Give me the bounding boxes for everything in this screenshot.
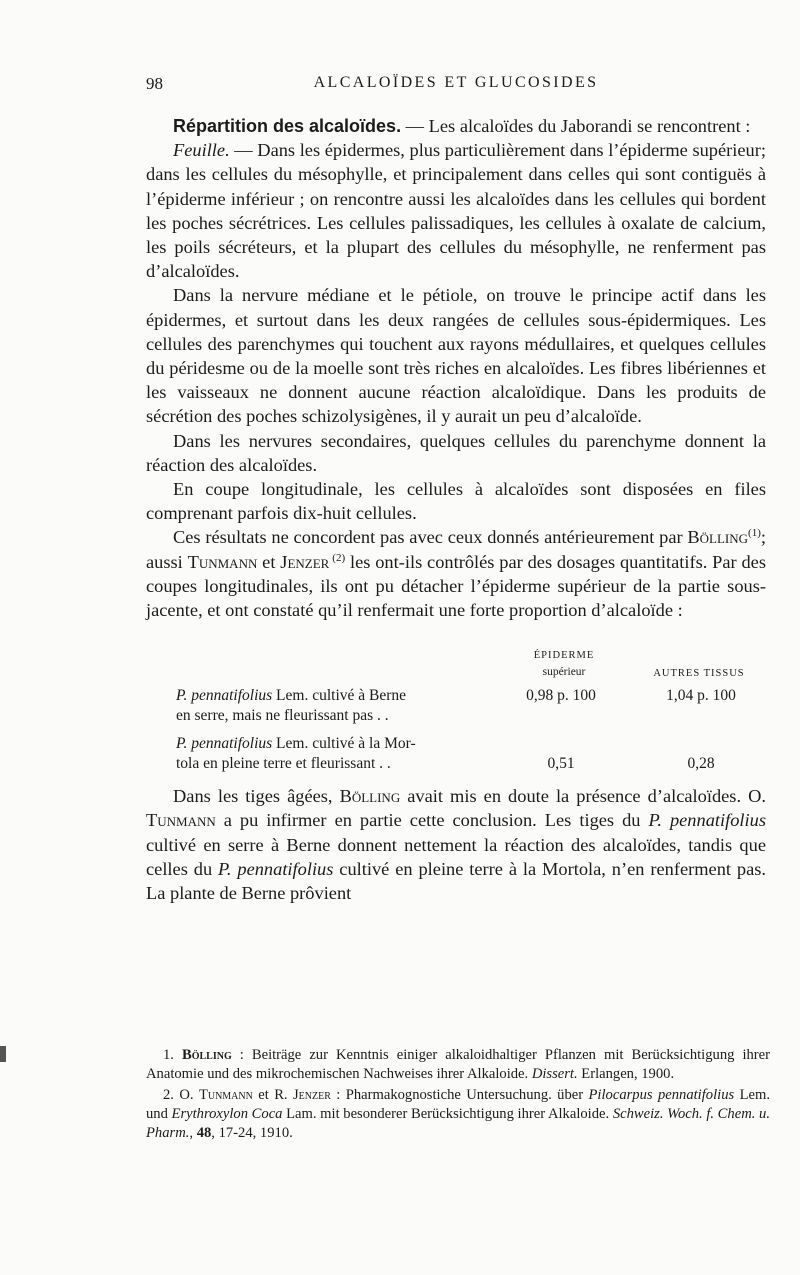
author-bolling: Bölling (687, 527, 749, 548)
running-title: ALCALOÏDES ET GLUCOSIDES (313, 74, 599, 91)
footnote-2: 2. O. Tunmann et R. Jenzer : Pharmakognostiche Untersuchung. über Pilocarpus pennatifolius Lem. und Erythroxylon Coca Lam. mit besonderer Berücksichtigung ihrer Alkaloide. Schweiz. Woch. f. Chem. u. Pharm., 48, 17-24, 1910. (146, 1087, 770, 1141)
resultats-paragraph: Ces résultats ne concordent pas avec ceux donnés antérieurement par Bölling$^{(1)}$; aussi Tunmann et Jenzer $^{(2)}$ les ont-ils contrôlés par des dosages quantitatifs. Par des coupes longitudinales, ils ont pu détacher l’épiderme supérieur de la partie sous-jacente, et ont constaté qu’il renfermait une forte proportion d’alcaloïde : (146, 527, 767, 621)
author-jenzer: Jenzer (280, 551, 330, 572)
margin-mark (0, 1046, 6, 1062)
cell-autres: 0,28 (687, 755, 715, 773)
cell-epiderme: 0,98 p. 100 (526, 687, 596, 705)
cell-epiderme: 0,51 (547, 755, 575, 773)
feuille-label: Feuille. (173, 140, 230, 161)
intro-paragraph: Répartition des alcaloïdes. — Les alcaloïdes du Jaborandi se rencontrent : (173, 116, 751, 136)
secondaires-paragraph: Dans les nervures secondaires, quelques cellules du parenchyme donnent la réaction des alcaloïdes. (146, 430, 766, 475)
col-epiderme: ÉPIDERME supérieur (533, 650, 595, 679)
main-text (146, 114, 766, 905)
tiges-paragraph: Dans les tiges âgées, Bölling avait mis en doute la présence d’alcaloïdes. O. Tunmann a pu infirmer en partie cette conclusion. Les tiges du P. pennatifolius cultivé en serre à Berne donnent nettement la réaction des alcaloïdes, tandis que celles du P. pennatifolius cultivé en pleine terre à la Mortola, n’en renferment pas. La plante de Berne prôvient (146, 786, 767, 904)
page-number: 98 (146, 74, 163, 93)
author-tunmann: Tunmann (187, 551, 258, 572)
cell-autres: 1,04 p. 100 (666, 687, 736, 705)
alkaloid-table (146, 634, 766, 774)
section-heading: Répartition des alcaloïdes. (173, 116, 402, 136)
feuille-paragraph: Feuille. — Dans les épidermes, plus particulièrement dans l’épiderme supérieur; dans les cellules du mésophylle, et principalement dans celles qui sont contiguës à l’épiderme inférieur ; on rencontre aussi les alcaloïdes dans les cellules qui bordent les poches sécrétrices. Les cellules palissadiques, les cellules à oxalate de calcium, les poils sécréteurs, et la plupart des cellules du mésophylle, ne renferment pas d’alcaloïdes. (146, 140, 766, 282)
nervure-paragraph: Dans la nervure médiane et le pétiole, on trouve le principe actif dans les épidermes, et surtout dans les deux rangées de cellules sous-épidermiques. Les cellules des parenchymes qui touchent aux rayons médullaires, et quelques cellules du péridesme ou de la moelle sont très riches en alcaloïdes. Les fibres libériennes et les vaisseaux ne donnent aucune réaction alcaloïdique. Dans les produits de sécrétion des poches schizolysigènes, il y aurait un peu d’alcaloïde. (146, 285, 766, 427)
longitudinale-paragraph: En coupe longitudinale, les cellules à alcaloïdes sont disposées en files comprenant parfois dix-huit cellules. (146, 479, 766, 524)
table-row: P. pennatifolius Lem. cultivé à la Mor- tola en pleine terre et fleurissant . . 0,51 0,28 (146, 734, 766, 774)
table-row: P. pennatifolius Lem. cultivé à Berne en serre, mais ne fleurissant pas . . 0,98 p. 100 1,04 p. 100 (146, 686, 766, 726)
running-header (146, 74, 766, 98)
footnotes (146, 1046, 770, 1145)
col-autres-tissus: AUTRES TISSUS (653, 668, 745, 680)
footnote-1: 1. Bölling : Beiträge zur Kenntnis einiger alkaloidhaltiger Pflanzen mit Berücksichtigung ihrer Anatomie und des mikrochemischen Nachweises ihrer Alkaloide. Dissert. Erlangen, 1900. (146, 1047, 770, 1082)
table-header (146, 634, 766, 678)
